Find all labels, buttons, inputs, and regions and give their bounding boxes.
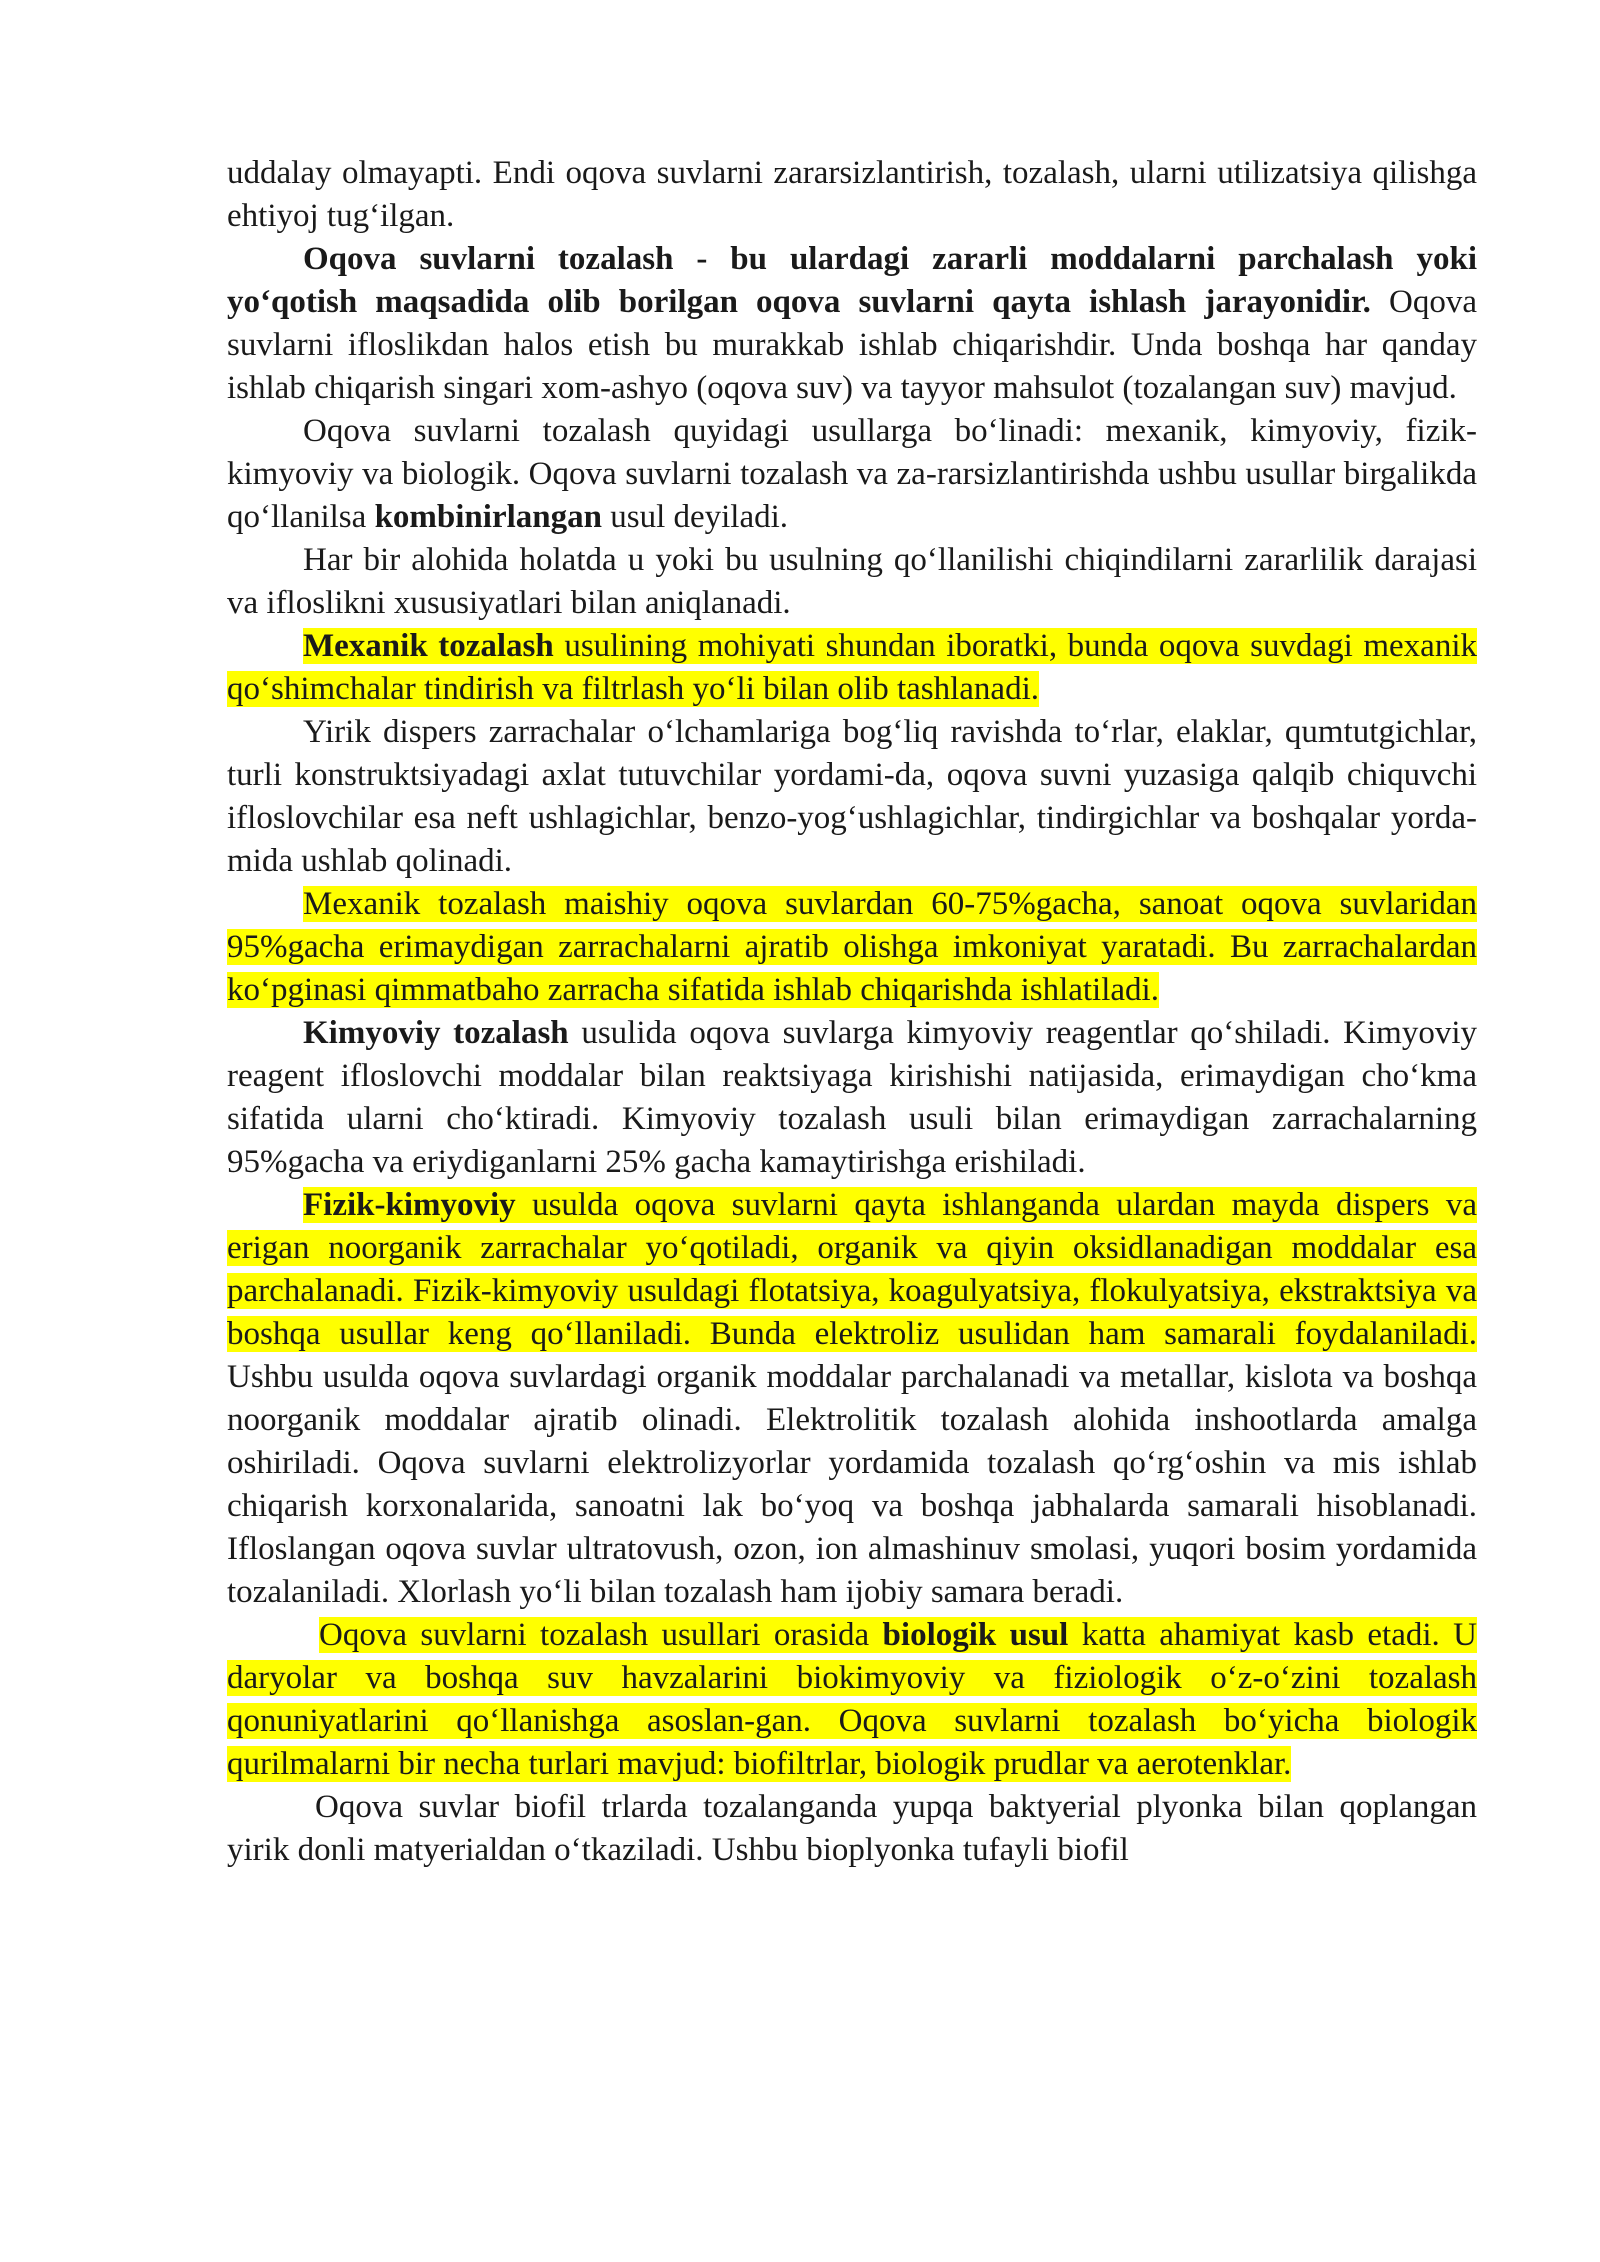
chemical-text: usulida oqova suvlarga kimyoviy reagentlar qo‘shiladi. Kimyoviy reagent ifloslovchi moddalar bilan reaktsiyaga kirishishi natijasida, erimaydigan cho‘kma sifatida ularni cho‘ktiradi. Kimyoviy tozalash usuli bilan erimaydigan zarrachalarning 95%gacha va eriydiganlarni 25% gacha kamaytirishga erishiladi. (227, 1015, 1477, 1180)
paragraph-dispersion: Yirik dispers zarrachalar o‘lchamlariga bog‘liq ravishda to‘rlar, elaklar, qumtutgichlar, turli konstruktsiyadagi axlat tutuvchilar yordami-da, oqova suvni yuzasiga qalqib chiquvchi ifloslovchilar esa neft ushlagichlar, benzo-yog‘ushlagichlar, tindirgichlar va boshqalar yorda-mida ushlab qolinadi. (227, 714, 1477, 879)
mechanical-bold: Mexanik tozalash (303, 628, 554, 664)
methods-text-end: usul deyiladi. (601, 499, 789, 535)
chemical-bold: Kimyoviy tozalash (303, 1015, 569, 1051)
paragraph-biological (227, 1614, 1477, 1786)
paragraph-biofilter: Oqova suvlar biofil trlarda tozalanganda yupqa baktyerial plyonka bilan qoplangan yirik donli matyerialdan o‘tkaziladi. Ushbu bioplyonka tufayli biofil (227, 1789, 1477, 1868)
physchem-bold: Fizik-kimyoviy (303, 1187, 516, 1223)
methods-text: Oqova suvlarni tozalash quyidagi usullarga bo‘linadi: mexanik, kimyoviy, fizik-kimyoviy va biologik. Oqova suvlarni tozalash va za-rarsizlantirishda ushbu usullar birgalikda qo‘llanilsa (227, 413, 1477, 535)
definition-text: Oqova suvlarni ifloslikdan halos etish bu murakkab ishlab chiqarishdir. Unda boshqa har qanday ishlab chiqarish singari xom-ashyo (oqova suv) va tayyor mahsulot (tozalangan suv) mavjud. (227, 284, 1477, 406)
biological-highlight (227, 1617, 1477, 1782)
biological-bold: biologik usul (882, 1617, 1069, 1653)
paragraph-methods (227, 410, 1477, 539)
paragraph-definition (227, 238, 1477, 410)
mechanical-efficiency-highlight: Mexanik tozalash maishiy oqova suvlardan 60-75%gacha, sanoat oqova suvlaridan 95%gacha erimaydigan zarrachalarni ajratib olishga imkoniyat yaratadi. Bu zarrachalardan ko‘pginasi qimmatbaho zarracha sifatida ishlab chiqarishda ishlatiladi. (227, 886, 1477, 1008)
mechanical-text: usulining mohiyati shundan iboratki, bunda oqova suvdagi mexanik qo‘shimchalar tindirish va filtrlash yo‘li bilan olib tashlanadi. (227, 628, 1477, 707)
physchem-highlight (227, 1187, 1477, 1352)
definition-bold: Oqova suvlarni tozalash - bu ulardagi zararli moddalarni parchalash yoki yo‘qotish maqsadida olib borilgan oqova suvlarni qayta ishlash jarayonidir. (227, 241, 1477, 320)
physchem-rest: Ushbu usulda oqova suvlardagi organik moddalar parchalanadi va metallar, kislota va boshqa noorganik moddalar ajratib olinadi. Elektrolitik tozalash alohida inshootlarda amalga oshiriladi. Oqova suvlarni elektrolizyorlar yordamida tozalash qo‘rg‘oshin va mis ishlab chiqarish korxonalarida, sanoatni lak bo‘yoq va boshqa jabhalarda samarali hisoblanadi. Ifloslangan oqova suvlar ultratovush, ozon, ion almashinuv smolasi, yuqori bosim yordamida tozalaniladi. Xlorlash yo‘li bilan tozalash ham ijobiy samara beradi. (227, 1359, 1477, 1610)
paragraph-mechanical (227, 625, 1477, 711)
biological-text-end: katta ahamiyat kasb etadi. U daryolar va boshqa suv havzalarini biokimyoviy va fiziologik o‘z-o‘zini tozalash qonuniyatlarini qo‘llanishga asoslan-gan. Oqova suvlarni tozalash bo‘yicha biologik qurilmalarni bir necha turlari mavjud: biofiltrlar, biologik prudlar va aerotenklar. (227, 1617, 1477, 1782)
mechanical-highlight (227, 628, 1477, 707)
paragraph-physchem (227, 1184, 1477, 1614)
biological-text: Oqova suvlarni tozalash usullari orasida (319, 1617, 883, 1653)
methods-bold: kombinirlangan (374, 499, 602, 535)
document-page (227, 152, 1477, 1872)
paragraph-intro: uddalay olmayapti. Endi oqova suvlarni zararsizlantirish, tozalash, ularni utilizatsiya qilishga ehtiyoj tug‘ilgan. (227, 155, 1477, 234)
physchem-text: usulda oqova suvlarni qayta ishlanganda ulardan mayda dispers va erigan noorganik zarrachalar yo‘qotiladi, organik va qiyin oksidlanadigan moddalar esa parchalanadi. Fizik-kimyoviy usuldagi flotatsiya, koagulyatsiya, flokulyatsiya, ekstraktsiya va boshqa usullar keng qo‘llaniladi. Bunda elektroliz usulidan ham samarali foydalaniladi. (227, 1187, 1477, 1352)
paragraph-mechanical-efficiency (227, 883, 1477, 1012)
paragraph-chemical (227, 1012, 1477, 1184)
paragraph-selection: Har bir alohida holatda u yoki bu usulning qo‘llanilishi chiqindilarni zararlilik darajasi va ifloslikni xususiyatlari bilan aniqlanadi. (227, 542, 1477, 621)
